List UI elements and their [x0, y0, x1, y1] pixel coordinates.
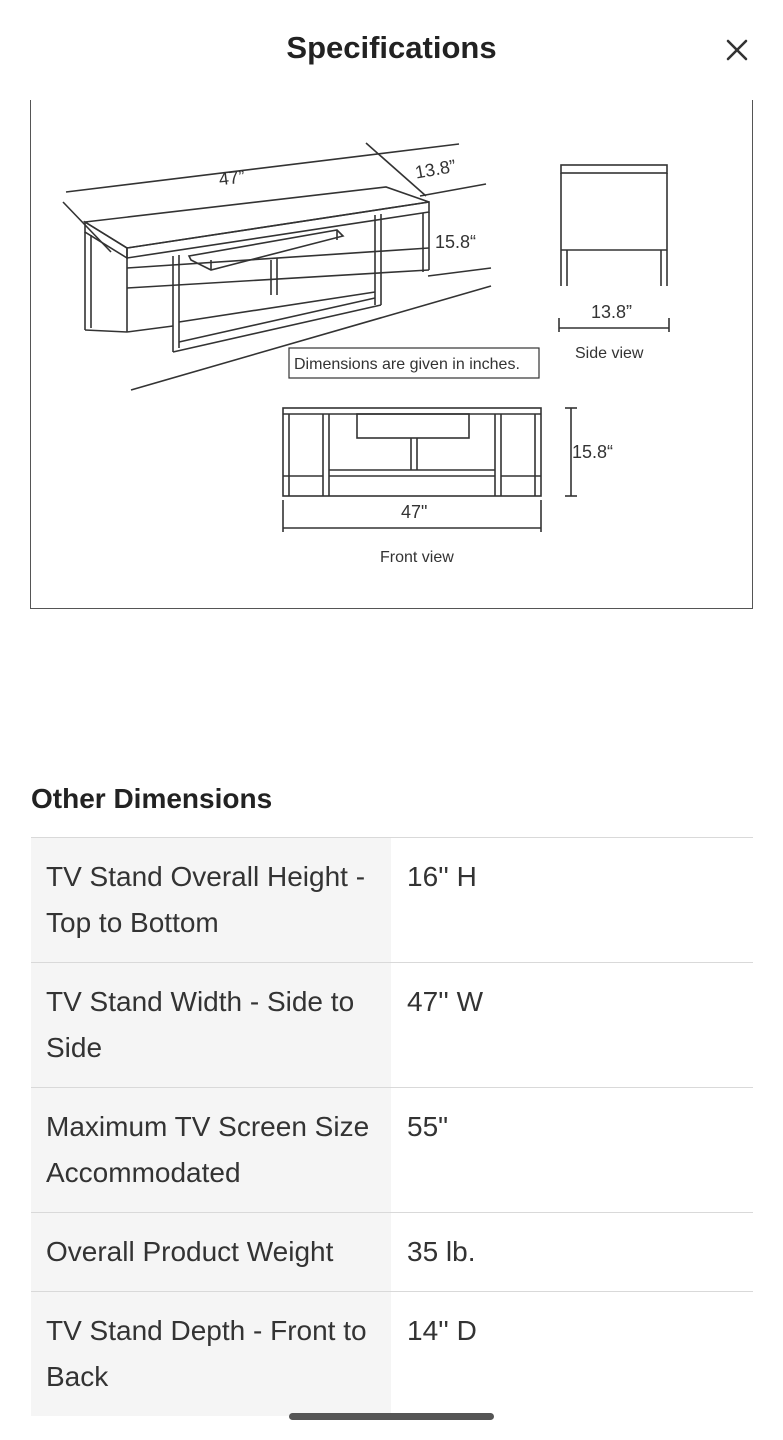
table-row: [31, 1213, 753, 1292]
row-label: TV Stand Overall Height - Top to Bottom: [31, 838, 391, 963]
depth-label: 13.8”: [413, 155, 458, 183]
table-row: [31, 838, 753, 963]
height-label: 15.8“: [435, 232, 477, 252]
other-dimensions-heading: Other Dimensions: [31, 783, 273, 814]
side-depth-label: 13.8”: [591, 302, 633, 322]
table-row: [31, 963, 753, 1088]
table-row: [31, 1088, 753, 1213]
sheet-title: Specifications: [286, 30, 497, 65]
dimensions-note: Dimensions are given in inches.: [294, 356, 520, 373]
home-indicator[interactable]: [289, 1413, 494, 1420]
dimension-diagram: [30, 100, 753, 609]
front-view: [283, 408, 577, 532]
row-value: 16'' H: [407, 861, 477, 892]
sheet-header: [0, 0, 783, 100]
row-value: 55": [407, 1111, 449, 1142]
width-label: 47”: [217, 166, 246, 190]
row-label: Maximum TV Screen Size Accommodated: [31, 1088, 391, 1213]
table-row: [31, 1292, 753, 1417]
close-button[interactable]: [723, 36, 751, 64]
row-label: Overall Product Weight: [31, 1213, 391, 1292]
front-view-label: Front view: [380, 549, 454, 566]
side-view-label: Side view: [575, 345, 644, 362]
tv-stand-drawing: [31, 100, 754, 609]
row-value: 14'' D: [407, 1315, 477, 1346]
row-value: 47'' W: [407, 986, 484, 1017]
row-value: 35 lb.: [407, 1236, 476, 1267]
dimensions-table: [31, 837, 753, 1416]
row-label: TV Stand Width - Side to Side: [31, 963, 391, 1088]
close-icon: [723, 36, 751, 64]
front-height-label: 15.8“: [572, 442, 614, 462]
row-label: TV Stand Depth - Front to Back: [31, 1292, 391, 1417]
front-width-label: 47": [401, 502, 428, 522]
